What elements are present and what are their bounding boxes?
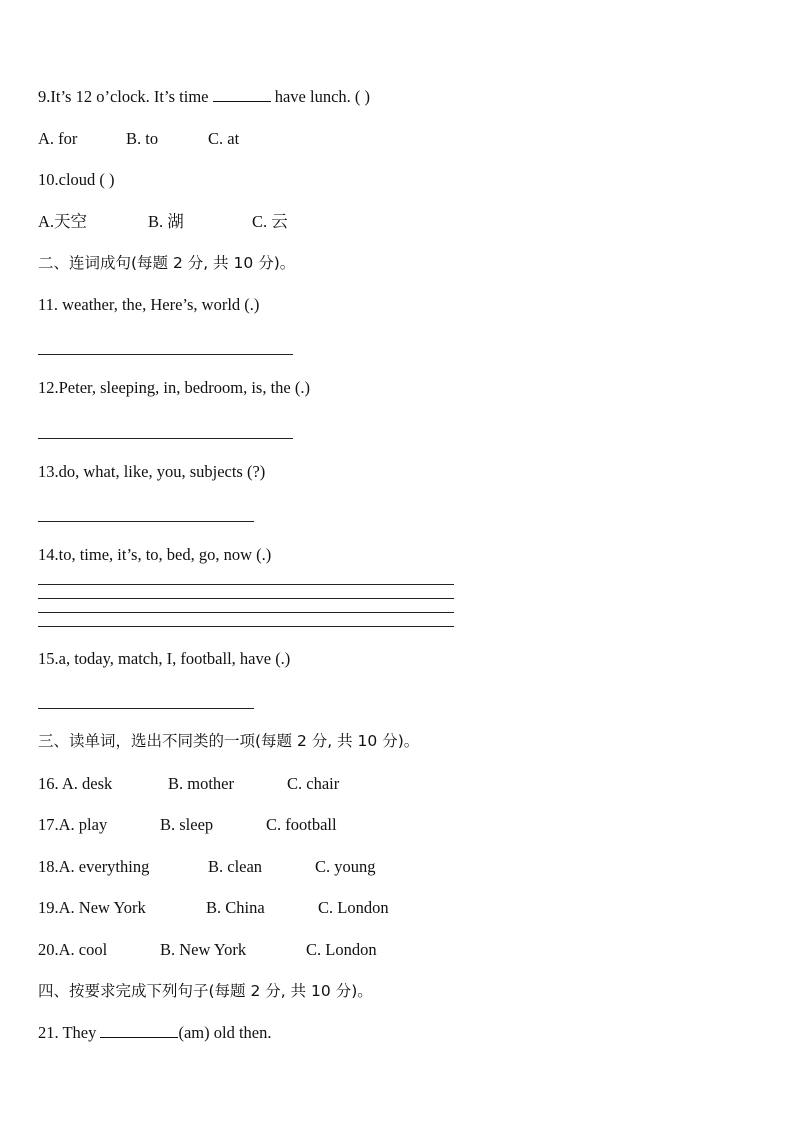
question-16 xyxy=(38,774,339,794)
answer-line[interactable] xyxy=(38,438,293,439)
question-18 xyxy=(38,857,376,877)
answer-line[interactable] xyxy=(38,584,454,585)
answer-line[interactable] xyxy=(38,521,254,522)
question-15: 15.a, today, match, I, football, have (.) xyxy=(38,649,291,668)
section-4-title: 四、按要求完成下列句子(每题 2 分, 共 10 分)。 xyxy=(38,982,373,1000)
section-2-title: 二、连词成句(每题 2 分, 共 10 分)。 xyxy=(38,254,296,272)
option-c[interactable]: C. young xyxy=(315,857,376,876)
question-17 xyxy=(38,815,337,835)
question-20 xyxy=(38,940,377,960)
question-12: 12.Peter, sleeping, in, bedroom, is, the (.) xyxy=(38,378,310,397)
option-b[interactable]: B. mother xyxy=(168,774,234,793)
option-b[interactable]: B. sleep xyxy=(160,815,214,834)
question-13: 13.do, what, like, you, subjects (?) xyxy=(38,462,266,481)
question-21-text-start: 21. They xyxy=(38,1023,101,1042)
section-3-title: 三、读单词，选出不同类的一项(每题 2 分, 共 10 分)。 xyxy=(38,732,420,750)
option-b[interactable]: B. clean xyxy=(208,857,263,876)
option-b[interactable]: B. China xyxy=(206,898,265,917)
option-a[interactable]: A. for xyxy=(38,129,78,148)
question-21 xyxy=(38,1023,272,1043)
option-a[interactable]: 17.A. play xyxy=(38,815,108,834)
question-9-text-start: 9.It’s 12 o’clock. It’s time xyxy=(38,87,213,106)
option-a[interactable]: 16. A. desk xyxy=(38,774,113,793)
option-c[interactable]: C. football xyxy=(266,815,337,834)
question-21-text-end: (am) old then. xyxy=(178,1023,272,1042)
option-a[interactable]: A.天空 xyxy=(38,212,88,231)
question-9-text-end: have lunch. ( ) xyxy=(270,87,371,106)
option-c[interactable]: C. at xyxy=(208,129,240,148)
option-b[interactable]: B. 湖 xyxy=(148,212,184,231)
option-a[interactable]: 18.A. everything xyxy=(38,857,150,876)
option-b[interactable]: B. to xyxy=(126,129,159,148)
answer-line[interactable] xyxy=(38,626,454,627)
option-c[interactable]: C. chair xyxy=(287,774,340,793)
question-19 xyxy=(38,898,389,918)
question-10-options xyxy=(38,212,288,232)
question-9-options xyxy=(38,129,239,149)
answer-blank[interactable] xyxy=(213,87,271,102)
answer-line[interactable] xyxy=(38,354,293,355)
question-14: 14.to, time, it’s, to, bed, go, now (.) xyxy=(38,545,272,564)
question-9 xyxy=(38,87,370,107)
option-a[interactable]: 19.A. New York xyxy=(38,898,146,917)
option-a[interactable]: 20.A. cool xyxy=(38,940,108,959)
answer-line[interactable] xyxy=(38,598,454,599)
answer-line[interactable] xyxy=(38,612,454,613)
question-10: 10.cloud ( ) xyxy=(38,170,115,189)
option-c[interactable]: C. London xyxy=(318,898,389,917)
option-b[interactable]: B. New York xyxy=(160,940,247,959)
option-c[interactable]: C. 云 xyxy=(252,212,288,231)
answer-line[interactable] xyxy=(38,708,254,709)
question-11: 11. weather, the, Here’s, world (.) xyxy=(38,295,260,314)
option-c[interactable]: C. London xyxy=(306,940,377,959)
answer-blank[interactable] xyxy=(100,1023,178,1038)
